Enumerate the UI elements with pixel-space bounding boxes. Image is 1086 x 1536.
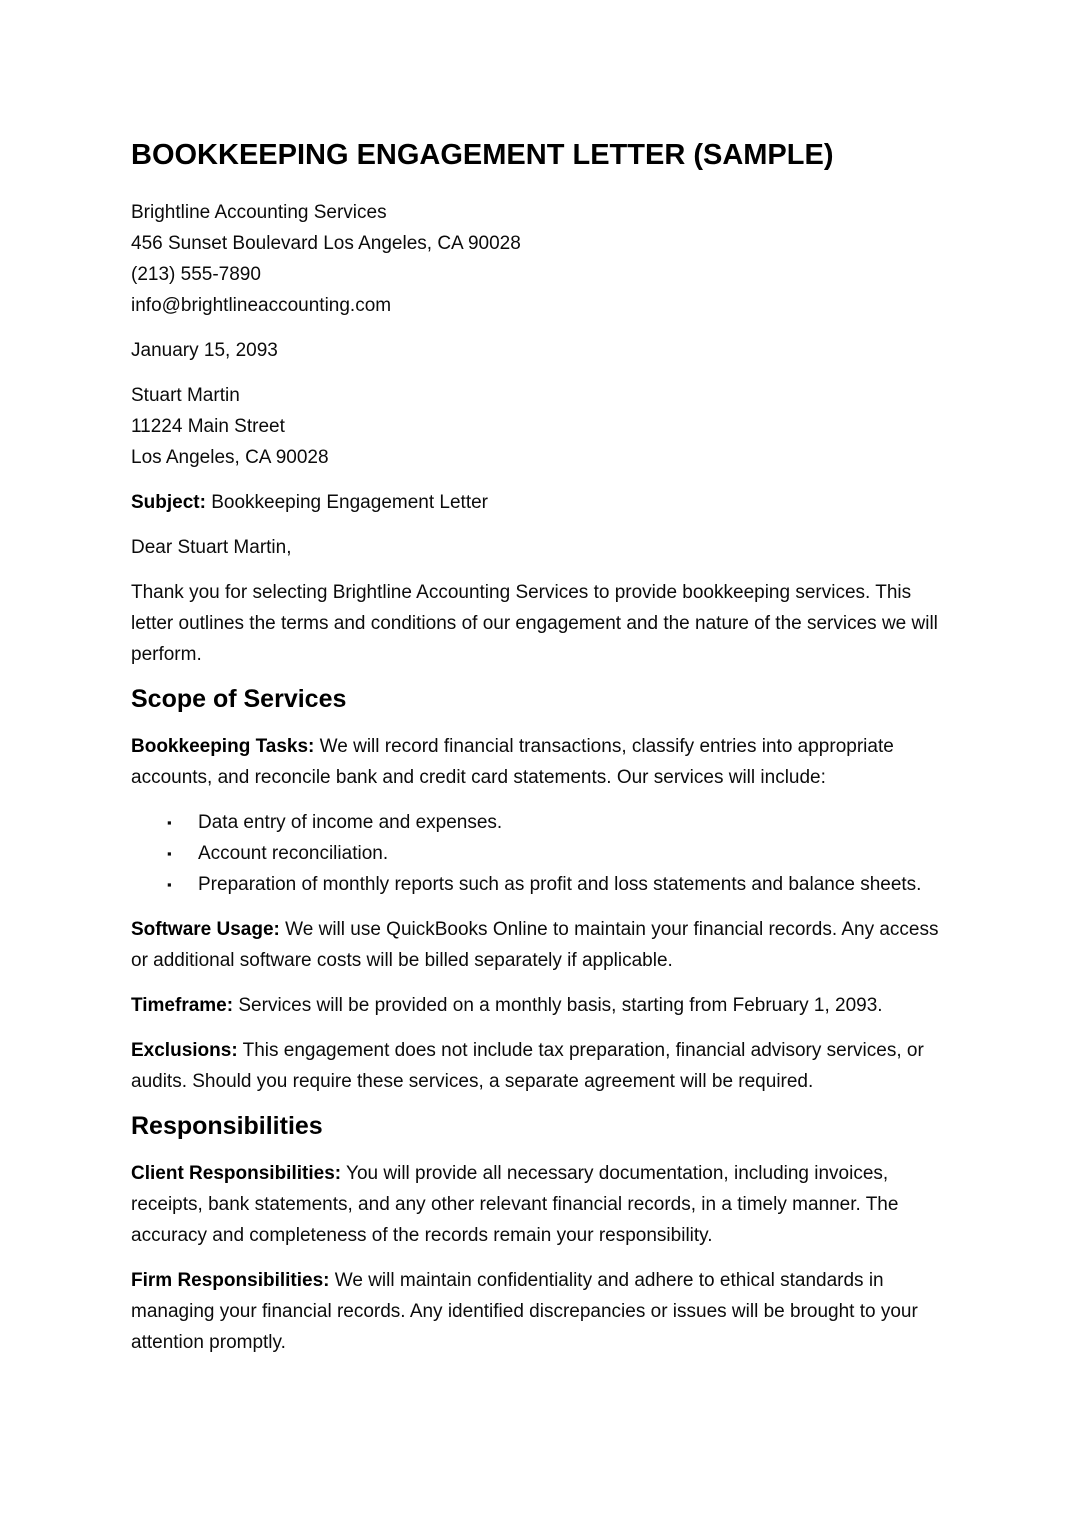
list-item-text: Account reconciliation. xyxy=(198,843,389,864)
exclusions-label: Exclusions: xyxy=(131,1040,238,1061)
sender-company: Brightline Accounting Services xyxy=(131,202,387,223)
recipient-street: 11224 Main Street xyxy=(131,416,285,437)
recipient-name: Stuart Martin xyxy=(131,385,240,406)
software-usage-text: We will use QuickBooks Online to maintain your financial records. Any access or additional software costs will be billed separately if applicable. xyxy=(131,919,939,971)
bullet-square-icon: ▪ xyxy=(167,846,172,861)
firm-responsibilities-label: Firm Responsibilities: xyxy=(131,1270,330,1291)
salutation: Dear Stuart Martin, xyxy=(131,537,292,558)
sender-email: info@brightlineaccounting.com xyxy=(131,295,392,316)
section-heading-scope: Scope of Services xyxy=(131,685,347,713)
intro-paragraph: Thank you for selecting Brightline Accounting Services to provide bookkeeping services. This letter outlines the terms and conditions of our engagement and the nature of the services we will perform. xyxy=(131,582,938,665)
sender-phone: (213) 555-7890 xyxy=(131,264,261,285)
bookkeeping-tasks-text: We will record financial transactions, classify entries into appropriate accounts, and reconcile bank and credit card statements. Our services will include: xyxy=(131,736,894,788)
document-title: BOOKKEEPING ENGAGEMENT LETTER (SAMPLE) xyxy=(131,139,834,171)
timeframe-text: Services will be provided on a monthly basis, starting from February 1, 2093. xyxy=(238,995,883,1016)
recipient-address-block xyxy=(131,380,956,473)
list-item xyxy=(131,838,956,869)
sender-address-block xyxy=(131,197,956,321)
client-responsibilities-text: You will provide all necessary documentation, including invoices, receipts, bank statements, and any other relevant financial records, in a timely manner. The accuracy and completeness of the records remain your responsibility. xyxy=(131,1163,899,1246)
client-responsibilities-paragraph xyxy=(131,1158,956,1251)
timeframe-label: Timeframe: xyxy=(131,995,234,1016)
bullet-square-icon: ▪ xyxy=(167,815,172,830)
exclusions-text: This engagement does not include tax preparation, financial advisory services, or audits. Should you require these services, a separate agreement will be required. xyxy=(131,1040,924,1092)
firm-responsibilities-text: We will maintain confidentiality and adhere to ethical standards in managing your financial records. Any identified discrepancies or issues will be brought to your attention promptly. xyxy=(131,1270,918,1353)
recipient-city: Los Angeles, CA 90028 xyxy=(131,447,329,468)
subject-label: Subject: xyxy=(131,492,206,513)
bookkeeping-tasks-paragraph xyxy=(131,731,956,793)
sender-street: 456 Sunset Boulevard Los Angeles, CA 90028 xyxy=(131,233,521,254)
software-usage-paragraph xyxy=(131,914,956,976)
timeframe-paragraph xyxy=(131,990,956,1021)
bookkeeping-tasks-label: Bookkeeping Tasks: xyxy=(131,736,315,757)
letter-date: January 15, 2093 xyxy=(131,340,278,361)
software-usage-label: Software Usage: xyxy=(131,919,280,940)
section-heading-responsibilities: Responsibilities xyxy=(131,1112,323,1140)
client-responsibilities-label: Client Responsibilities: xyxy=(131,1163,342,1184)
bullet-square-icon: ▪ xyxy=(167,877,172,892)
services-bullet-list xyxy=(131,807,956,900)
subject-text: Bookkeeping Engagement Letter xyxy=(211,492,488,513)
list-item xyxy=(131,869,956,900)
list-item-text: Data entry of income and expenses. xyxy=(198,812,503,833)
firm-responsibilities-paragraph xyxy=(131,1265,956,1358)
list-item-text: Preparation of monthly reports such as profit and loss statements and balance sheets. xyxy=(198,874,922,895)
list-item xyxy=(131,807,956,838)
exclusions-paragraph xyxy=(131,1035,956,1097)
subject-line xyxy=(131,487,956,518)
